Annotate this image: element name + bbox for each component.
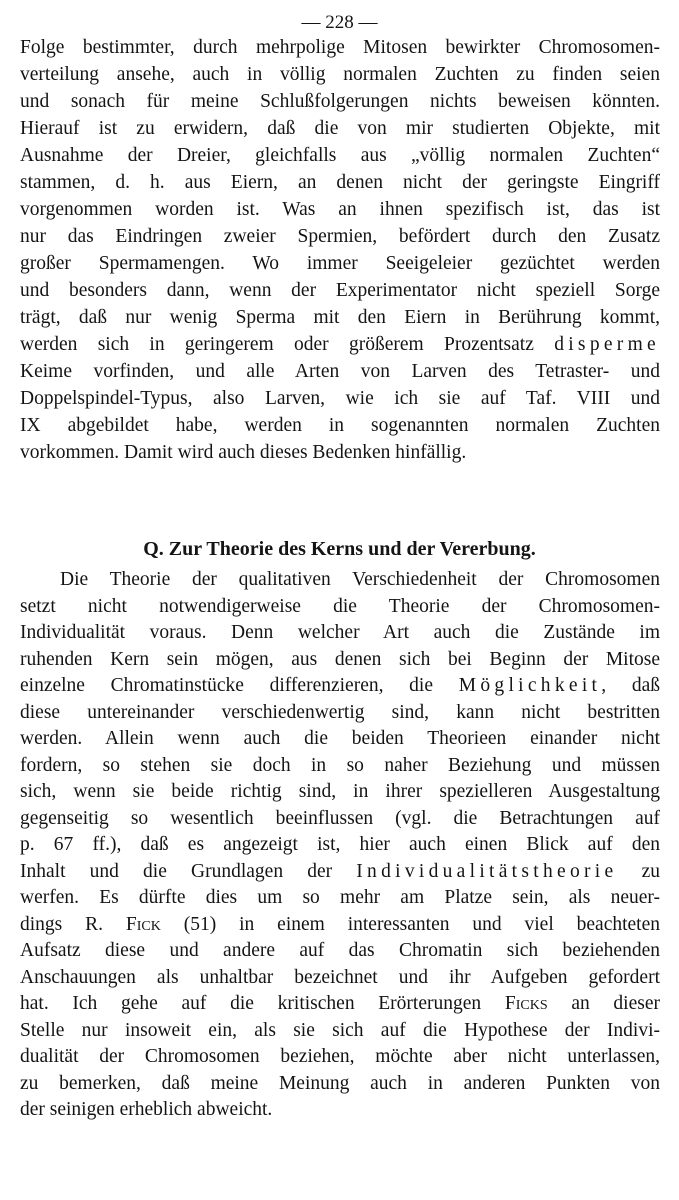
text-line: [20, 832, 660, 859]
line-text: IX abgebildet habe, werden in sogenannten normalen Zuchten: [20, 415, 660, 436]
line-text: Hierauf ist zu erwidern, daß die von mir studierten Objekte, mit: [20, 118, 660, 139]
line-text: Individualität voraus. Denn welcher Art auch die Zustände im: [20, 622, 660, 643]
line-text: nur das Eindringen zweier Spermien, befördert durch den Zusatz: [20, 226, 660, 247]
line-text: und besonders dann, wenn der Experimentator nicht speziell Sorge: [20, 280, 660, 301]
text-line: [20, 700, 660, 727]
line-text: dings R.: [20, 913, 126, 935]
line-text: diese untereinander verschiedenwertig sind, kann nicht bestritten: [20, 701, 660, 723]
line-text: verteilung ansehe, auch in völlig normalen Zuchten zu finden seien: [20, 64, 660, 85]
text-line: [20, 885, 660, 912]
line-text: Die Theorie der qualitativen Verschiedenheit der Chromosomen: [60, 569, 660, 590]
text-line: [20, 1044, 660, 1071]
text-line: [20, 647, 660, 674]
line-text: Anschauungen als unhaltbar bezeichnet und ihr Aufgeben gefordert: [20, 966, 660, 988]
paragraph-1: [20, 34, 660, 466]
text-line: [20, 965, 660, 992]
text-line: [20, 938, 660, 965]
line-text: gegenseitig so wesentlich beeinflussen (vgl. die Betrachtungen auf: [20, 807, 660, 829]
line-text: Keime vorfinden, und alle Arten von Larven des Tetraster- und: [20, 361, 660, 382]
text-line: [20, 594, 660, 621]
text-line: [20, 142, 660, 169]
line-text: fordern, so stehen sie doch in so naher Beziehung und müssen: [20, 754, 660, 776]
line-text: werfen. Es dürfte dies um so mehr am Platze sein, als neuer-: [20, 887, 660, 908]
small-caps-name: Ficks: [504, 993, 548, 1014]
line-text: Folge bestimmter, durch mehrpolige Mitosen bewirkter Chromosomen-: [20, 37, 660, 58]
spaced-emphasis: Individualitätstheorie: [356, 860, 618, 882]
line-text-post: , daß: [601, 675, 660, 696]
spaced-emphasis: Möglichkeit: [458, 675, 602, 696]
text-line: [20, 439, 660, 466]
text-line: [20, 196, 660, 223]
text-line: [20, 61, 660, 88]
text-line: [20, 991, 660, 1018]
text-line: [20, 673, 660, 700]
line-text: Inhalt und die Grundlagen der: [20, 860, 357, 882]
paragraph-2: [20, 567, 660, 1124]
text-line: [20, 859, 660, 886]
line-text: werden sich in geringerem oder größerem Prozentsatz: [20, 334, 555, 355]
line-text: ruhenden Kern sein mögen, aus denen sich bei Beginn der Mitose: [20, 648, 660, 670]
text-line: [20, 331, 660, 358]
line-text: Ausnahme der Dreier, gleichfalls aus „völlig normalen Zuchten“: [20, 145, 660, 166]
text-line: [20, 779, 660, 806]
text-line: [20, 1018, 660, 1045]
line-text: vorkommen. Damit wird auch dieses Bedenken hinfällig.: [20, 442, 467, 463]
text-line: [20, 223, 660, 250]
text-line: [20, 277, 660, 304]
line-text: werden. Allein wenn auch die beiden Theorieen einander nicht: [20, 728, 660, 749]
text-line: [20, 753, 660, 780]
line-text: dualität der Chromosomen beziehen, möchte aber nicht unterlassen,: [20, 1046, 660, 1067]
text-line: [20, 169, 660, 196]
line-text: setzt nicht notwendigerweise die Theorie der Chromosomen-: [20, 595, 660, 617]
section-heading: Q. Zur Theorie des Kerns und der Vererbung.: [143, 538, 536, 560]
text-line: [20, 250, 660, 277]
line-text: großer Spermamengen. Wo immer Seeigeleier gezüchtet werden: [20, 253, 660, 274]
text-line: [20, 1097, 660, 1124]
line-text: Doppelspindel-Typus, also Larven, wie ich sie auf Taf. VIII und: [20, 388, 660, 409]
line-text: sich, wenn sie beide richtig sind, in ihrer spezielleren Ausgestaltung: [20, 781, 660, 802]
text-line: [20, 358, 660, 385]
line-text: hat. Ich gehe auf die kritischen Erörterungen: [20, 993, 505, 1014]
line-text: einzelne Chromatinstücke differenzieren, die: [20, 675, 459, 696]
small-caps-name: Fick: [125, 913, 161, 935]
line-text: der seinigen erheblich abweicht.: [20, 1099, 273, 1120]
text-line: [20, 912, 660, 939]
text-line: [20, 385, 660, 412]
line-text: zu bemerken, daß meine Meinung auch in anderen Punkten von: [20, 1072, 660, 1094]
line-text: Stelle nur insoweit ein, als sie sich auf die Hypothese der Indivi-: [20, 1019, 660, 1041]
text-line: [20, 412, 660, 439]
text-line: [20, 34, 660, 61]
spaced-emphasis: disperme: [554, 334, 660, 355]
text-line: [20, 620, 660, 647]
text-line: [20, 115, 660, 142]
line-text-post: an dieser: [547, 993, 660, 1014]
line-text-post: (51) in einem interessanten und viel beachteten: [160, 913, 660, 935]
line-text: p. 67 ff.), daß es angezeigt ist, hier auch einen Blick auf den: [20, 834, 660, 855]
text-line: [20, 726, 660, 753]
text-line: [20, 567, 660, 594]
text-line: [20, 806, 660, 833]
line-text: vorgenommen worden ist. Was an ihnen spezifisch ist, das ist: [20, 199, 660, 220]
text-line: [20, 304, 660, 331]
line-text: trägt, daß nur wenig Sperma mit den Eiern in Berührung kommt,: [20, 307, 660, 328]
line-text: und sonach für meine Schlußfolgerungen nichts beweisen könnten.: [20, 91, 660, 112]
line-text-post: zu: [617, 860, 660, 882]
text-line: [20, 1071, 660, 1098]
page-number: — 228 —: [301, 12, 378, 33]
line-text: Aufsatz diese und andere auf das Chromatin sich beziehenden: [20, 940, 660, 961]
text-line: [20, 88, 660, 115]
line-text: stammen, d. h. aus Eiern, an denen nicht der geringste Eingriff: [20, 172, 660, 193]
